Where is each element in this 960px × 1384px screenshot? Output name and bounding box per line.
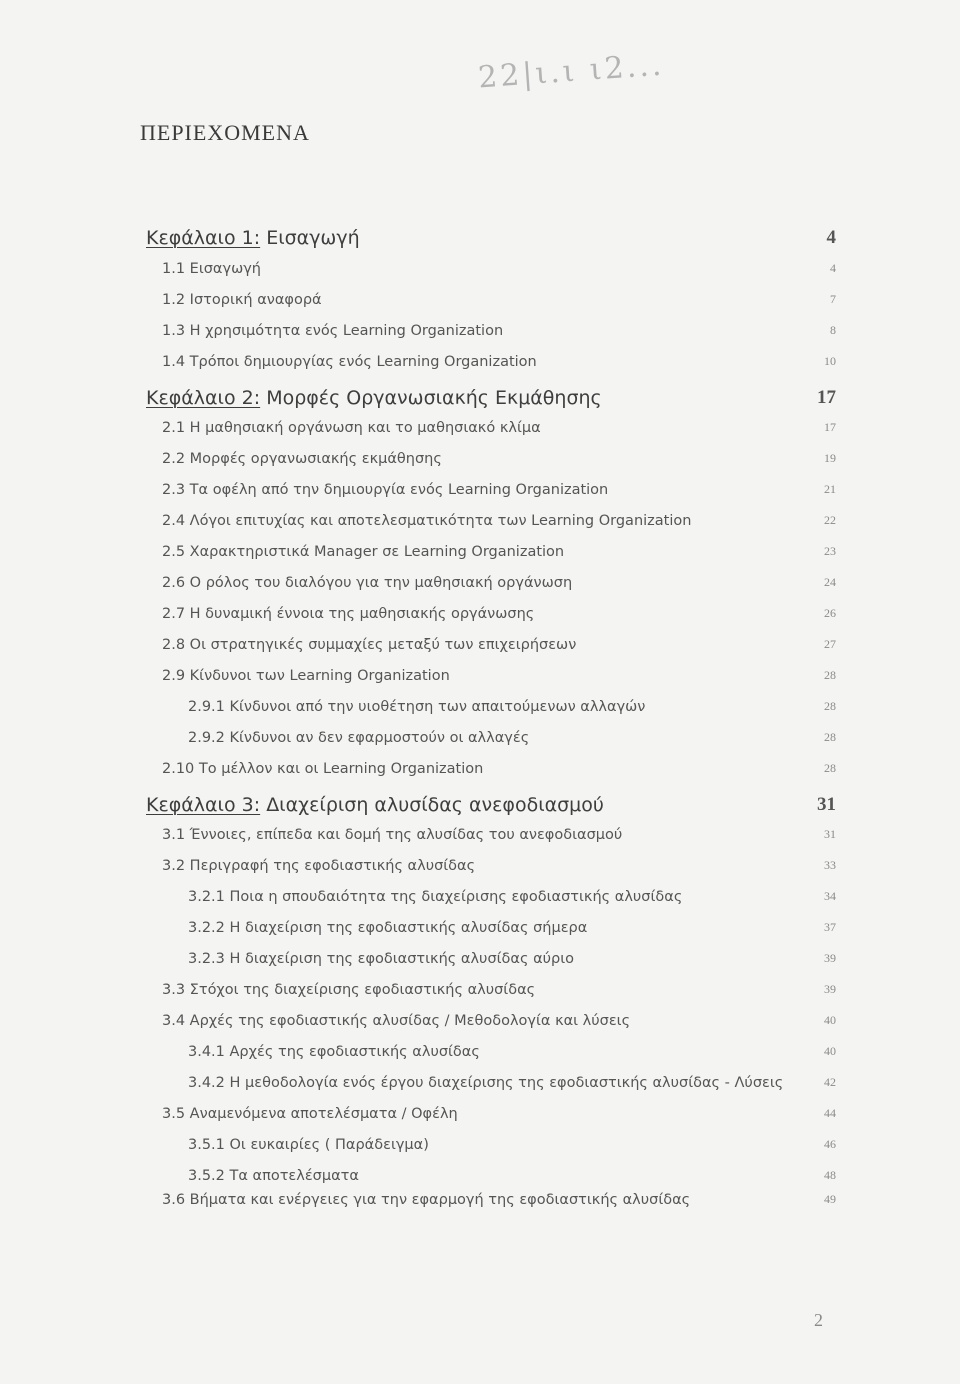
toc-chapter-label — [146, 387, 602, 409]
toc-page-number: 39 — [824, 982, 836, 996]
toc-chapter-label — [146, 794, 604, 816]
toc-section-label — [162, 261, 261, 277]
toc-section-row — [0, 637, 960, 665]
toc-page-number: 8 — [830, 323, 836, 337]
toc-page-number: 23 — [824, 544, 836, 558]
toc-section-label — [162, 1013, 630, 1029]
toc-page-number: 48 — [824, 1168, 836, 1182]
toc-section-row — [0, 323, 960, 351]
toc-section-label — [162, 982, 535, 998]
toc-section-row — [0, 544, 960, 572]
chapter-prefix: Κεφάλαιο 2: — [146, 387, 261, 409]
toc-page-number: 42 — [824, 1075, 836, 1089]
toc-section-row — [0, 513, 960, 541]
section-title: Ποια η σπουδαιότητα της διαχείρισης εφοδιαστικής αλυσίδας — [229, 889, 683, 905]
section-title: Τα αποτελέσματα — [229, 1168, 359, 1184]
toc-chapter-row — [0, 794, 960, 822]
section-number: 3.5.1 — [188, 1137, 225, 1153]
toc-section-row — [0, 668, 960, 696]
toc-page-number: 4 — [826, 227, 836, 248]
section-number: 2.9.2 — [188, 730, 225, 746]
toc-page-number: 4 — [830, 261, 836, 275]
toc-section-row — [0, 827, 960, 855]
toc-section-label — [162, 420, 541, 436]
section-number: 2.3 — [162, 482, 186, 498]
toc-page-number: 33 — [824, 858, 836, 872]
toc-section-row — [0, 982, 960, 1010]
toc-chapter-row — [0, 227, 960, 255]
toc-page-number: 17 — [824, 420, 836, 434]
toc-section-label — [162, 292, 322, 308]
section-title: Ιστορική αναφορά — [189, 292, 322, 308]
section-number: 3.2.3 — [188, 951, 225, 967]
toc-section-row — [0, 1044, 960, 1072]
toc-section-row — [0, 1137, 960, 1165]
section-title: Η μαθησιακή οργάνωση και το μαθησιακό κλίμα — [189, 420, 541, 436]
toc-page-number: 28 — [824, 730, 836, 744]
toc-section-label — [162, 858, 475, 874]
chapter-prefix: Κεφάλαιο 1: — [146, 227, 261, 249]
toc-section-row — [0, 761, 960, 789]
section-title: Κίνδυνοι αν δεν εφαρμοστούν οι αλλαγές — [229, 730, 530, 746]
toc-page-number: 28 — [824, 699, 836, 713]
toc-page-number: 39 — [824, 951, 836, 965]
toc-section-row — [0, 699, 960, 727]
section-number: 2.6 — [162, 575, 186, 591]
section-number: 2.9.1 — [188, 699, 225, 715]
toc-section-label — [162, 354, 537, 370]
toc-section-row — [0, 420, 960, 448]
toc-page-number: 44 — [824, 1106, 836, 1120]
toc-page-number: 24 — [824, 575, 836, 589]
toc-page-number: 40 — [824, 1013, 836, 1027]
toc-section-row — [0, 1013, 960, 1041]
section-number: 1.3 — [162, 323, 186, 339]
toc-page-number: 21 — [824, 482, 836, 496]
toc-page-number: 28 — [824, 668, 836, 682]
section-title: Στόχοι της διαχείρισης εφοδιαστικής αλυσίδας — [189, 982, 536, 998]
toc-section-label — [188, 951, 574, 967]
section-title: Λόγοι επιτυχίας και αποτελεσματικότητα των Learning Organization — [189, 513, 692, 529]
section-number: 1.1 — [162, 261, 186, 277]
toc-page-number: 7 — [830, 292, 836, 306]
page-number: 2 — [814, 1310, 823, 1330]
section-number: 2.1 — [162, 420, 186, 436]
section-title: Αρχές της εφοδιαστικής αλυσίδας / Μεθοδολογία και λύσεις — [189, 1013, 631, 1029]
toc-section-label — [188, 1075, 783, 1091]
toc-section-row — [0, 1192, 960, 1220]
section-title: Έννοιες, επίπεδα και δομή της αλυσίδας του ανεφοδιασμού — [189, 827, 623, 843]
section-title: Τρόποι δημιουργίας ενός Learning Organization — [189, 354, 537, 370]
section-title: Μορφές οργανωσιακής εκμάθησης — [189, 451, 442, 467]
toc-section-label — [162, 323, 503, 339]
section-title: Αρχές της εφοδιαστικής αλυσίδας — [229, 1044, 480, 1060]
section-title: Η χρησιμότητα ενός Learning Organization — [189, 323, 504, 339]
toc-chapter-row — [0, 387, 960, 415]
toc-page-number: 34 — [824, 889, 836, 903]
section-number: 2.10 — [162, 761, 195, 777]
toc-section-label — [162, 668, 450, 684]
section-number: 2.4 — [162, 513, 186, 529]
section-number: 2.2 — [162, 451, 186, 467]
toc-section-label — [162, 637, 576, 653]
toc-chapter-label — [146, 227, 360, 249]
section-number: 2.9 — [162, 668, 186, 684]
section-title: Το μέλλον και οι Learning Organization — [198, 761, 484, 777]
toc-section-label — [162, 761, 483, 777]
section-title: Η δυναμική έννοια της μαθησιακής οργάνωσης — [189, 606, 535, 622]
toc-section-row — [0, 889, 960, 917]
section-title: Κίνδυνοι από την υιοθέτηση των απαιτούμενων αλλαγών — [229, 699, 646, 715]
toc-section-label — [162, 827, 622, 843]
toc-section-row — [0, 292, 960, 320]
section-title: Οι ευκαιρίες ( Παράδειγμα) — [229, 1137, 429, 1153]
toc-section-label — [188, 889, 682, 905]
section-title: Περιγραφή της εφοδιαστικής αλυσίδας — [189, 858, 476, 874]
toc-section-row — [0, 451, 960, 479]
section-number: 3.2.2 — [188, 920, 225, 936]
toc-page-number: 46 — [824, 1137, 836, 1151]
section-title: Αναμενόμενα αποτελέσματα / Οφέλη — [189, 1106, 458, 1122]
toc-page-number: 27 — [824, 637, 836, 651]
chapter-prefix: Κεφάλαιο 3: — [146, 794, 261, 816]
toc-section-label — [162, 482, 608, 498]
section-number: 2.7 — [162, 606, 186, 622]
toc-section-label — [162, 1192, 690, 1208]
chapter-title: Διαχείριση αλυσίδας ανεφοδιασμού — [266, 794, 604, 816]
section-title: Ο ρόλος του διαλόγου για την μαθησιακή οργάνωση — [189, 575, 573, 591]
toc-section-label — [162, 513, 691, 529]
toc-section-row — [0, 1106, 960, 1134]
toc-section-row — [0, 482, 960, 510]
section-title: Η μεθοδολογία ενός έργου διαχείρισης της εφοδιαστικής αλυσίδας - Λύσεις — [229, 1075, 784, 1091]
section-number: 3.6 — [162, 1192, 186, 1208]
toc-page-number: 19 — [824, 451, 836, 465]
section-number: 3.2.1 — [188, 889, 225, 905]
toc-section-row — [0, 575, 960, 603]
toc-page-number: 26 — [824, 606, 836, 620]
section-title: Οι στρατηγικές συμμαχίες μεταξύ των επιχειρήσεων — [189, 637, 577, 653]
section-title: Τα οφέλη από την δημιουργία ενός Learning Organization — [189, 482, 609, 498]
section-title: Η διαχείριση της εφοδιαστικής αλυσίδας αύριο — [229, 951, 575, 967]
section-title: Εισαγωγή — [189, 261, 261, 277]
toc-section-row — [0, 951, 960, 979]
page-title: ΠΕΡΙΕΧΟΜΕΝΑ — [140, 120, 310, 145]
section-number: 2.8 — [162, 637, 186, 653]
section-number: 3.5.2 — [188, 1168, 225, 1184]
section-number: 1.4 — [162, 354, 186, 370]
chapter-title: Εισαγωγή — [266, 227, 360, 249]
toc-section-label — [188, 699, 645, 715]
toc-section-label — [162, 1106, 458, 1122]
toc-section-label — [188, 1044, 480, 1060]
toc-section-label — [188, 920, 587, 936]
section-title: Η διαχείριση της εφοδιαστικής αλυσίδας σήμερα — [229, 920, 588, 936]
section-number: 2.5 — [162, 544, 186, 560]
toc-section-label — [162, 544, 564, 560]
toc-page-number: 40 — [824, 1044, 836, 1058]
section-title: Κίνδυνοι των Learning Organization — [189, 668, 450, 684]
section-number: 3.4.2 — [188, 1075, 225, 1091]
section-number: 1.2 — [162, 292, 186, 308]
toc-section-label — [162, 451, 442, 467]
toc-page-number: 31 — [824, 827, 836, 841]
toc-page-number: 49 — [824, 1192, 836, 1206]
section-title: Χαρακτηριστικά Manager σε Learning Organization — [189, 544, 565, 560]
section-number: 3.3 — [162, 982, 186, 998]
toc-section-row — [0, 606, 960, 634]
section-number: 3.5 — [162, 1106, 186, 1122]
section-title: Βήματα και ενέργειες για την εφαρμογή της εφοδιαστικής αλυσίδας — [189, 1192, 691, 1208]
toc-page-number: 37 — [824, 920, 836, 934]
toc-section-label — [162, 575, 572, 591]
section-number: 3.4.1 — [188, 1044, 225, 1060]
toc-page-number: 22 — [824, 513, 836, 527]
section-number: 3.4 — [162, 1013, 186, 1029]
toc-page-number: 10 — [824, 354, 836, 368]
toc-section-row — [0, 261, 960, 289]
toc-section-label — [188, 1137, 429, 1153]
toc-page-number: 31 — [817, 794, 836, 815]
toc-section-label — [162, 606, 534, 622]
toc-section-row — [0, 858, 960, 886]
toc-section-row — [0, 730, 960, 758]
section-number: 3.1 — [162, 827, 186, 843]
toc-page-number: 28 — [824, 761, 836, 775]
toc-page-number: 17 — [817, 387, 836, 408]
toc-section-row — [0, 1075, 960, 1103]
chapter-title: Μορφές Οργανωσιακής Εκμάθησης — [266, 387, 602, 409]
toc-section-label — [188, 730, 529, 746]
toc-section-row — [0, 920, 960, 948]
section-number: 3.2 — [162, 858, 186, 874]
handwritten-note: 22|ι.ι ι2... — [477, 47, 666, 96]
toc-section-label — [188, 1168, 359, 1184]
toc-section-row — [0, 354, 960, 382]
